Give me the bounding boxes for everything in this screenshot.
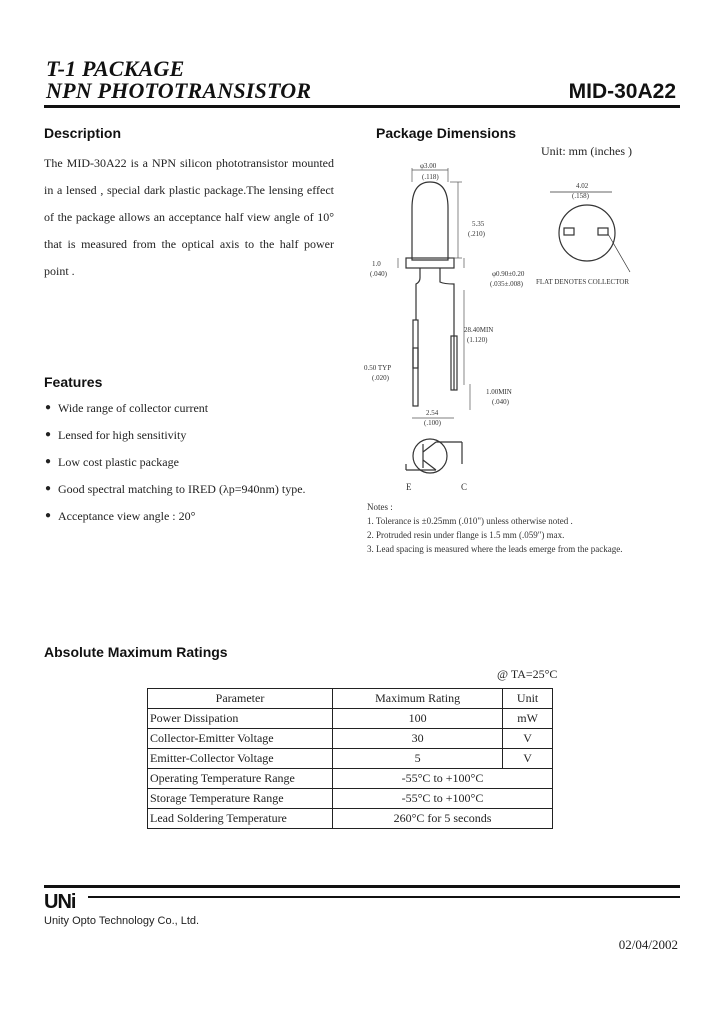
table-cell: -55°C to +100°C bbox=[333, 789, 553, 809]
table-cell: 100 bbox=[333, 709, 503, 729]
dim-lead-min-in: (.040) bbox=[492, 398, 509, 406]
note-1: 1. Tolerance is ±0.25mm (.010") unless otherwise noted . bbox=[367, 516, 573, 526]
dim-top-dia-in: (.158) bbox=[572, 192, 589, 200]
dim-flange: 1.0 bbox=[372, 260, 381, 268]
table-cell: 5 bbox=[333, 749, 503, 769]
unit-label: Unit: mm (inches ) bbox=[541, 144, 632, 158]
notes bbox=[367, 500, 622, 556]
lens-body bbox=[406, 182, 454, 268]
footer-rule-top bbox=[44, 885, 680, 888]
description-heading: Description bbox=[44, 125, 122, 141]
table-row bbox=[148, 809, 553, 829]
dim-lead-sp: 2.54 bbox=[426, 409, 439, 417]
top-view bbox=[550, 192, 630, 272]
bullet-icon: ● bbox=[45, 429, 52, 440]
company-name: Unity Opto Technology Co., Ltd. bbox=[44, 915, 200, 927]
list-item: ● Acceptance view angle : 20° bbox=[44, 506, 306, 533]
dim-body-height-in: (.210) bbox=[468, 230, 485, 238]
column-header: Maximum Rating bbox=[333, 689, 503, 709]
table-cell: V bbox=[503, 729, 553, 749]
table-cell: -55°C to +100°C bbox=[333, 769, 553, 789]
dimension-lines bbox=[398, 168, 470, 418]
table-cell: Storage Temperature Range bbox=[148, 789, 333, 809]
bullet-icon: ● bbox=[45, 456, 52, 467]
table-row bbox=[148, 769, 553, 789]
dim-lens-dia-in: (.118) bbox=[422, 173, 439, 181]
package-dimensions-heading: Package Dimensions bbox=[376, 125, 517, 141]
phototransistor-symbol bbox=[406, 439, 462, 473]
note-2: 2. Protruded resin under flange is 1.5 mm (.059") max. bbox=[367, 530, 565, 540]
leads bbox=[413, 268, 457, 406]
ratings-condition: @ TA=25°C bbox=[497, 667, 558, 681]
bullet-icon: ● bbox=[45, 402, 52, 413]
column-header: Parameter bbox=[148, 689, 333, 709]
dim-flange-in: (.040) bbox=[370, 270, 387, 278]
table-row bbox=[148, 709, 553, 729]
table-cell: mW bbox=[503, 709, 553, 729]
pin-e-label: E bbox=[406, 482, 412, 492]
dim-lead-sp-in: (.100) bbox=[424, 419, 441, 427]
dim-lead-w: 0.50 TYP bbox=[364, 364, 392, 372]
title-line-1: T-1 PACKAGE bbox=[46, 56, 185, 81]
table-row bbox=[148, 749, 553, 769]
flat-collector-label: FLAT DENOTES COLLECTOR bbox=[536, 278, 630, 286]
table-row bbox=[148, 789, 553, 809]
table-cell: Operating Temperature Range bbox=[148, 769, 333, 789]
table-cell: Power Dissipation bbox=[148, 709, 333, 729]
description-text: The MID-30A22 is a NPN silicon phototransistor mounted in a lensed , special dark plastic package.The lensing effect of the package allows an acceptance half view angle of 10° that is measured from the optical axis to the half power point . bbox=[44, 156, 334, 278]
dim-top-dia: 4.02 bbox=[576, 182, 589, 190]
features-heading: Features bbox=[44, 374, 103, 390]
dim-body-height: 5.35 bbox=[472, 220, 485, 228]
list-item: ● Low cost plastic package bbox=[44, 452, 306, 479]
dim-lead-min: 1.00MIN bbox=[486, 388, 512, 396]
table-cell: Collector-Emitter Voltage bbox=[148, 729, 333, 749]
table-row bbox=[148, 729, 553, 749]
table-cell: Emitter-Collector Voltage bbox=[148, 749, 333, 769]
bullet-icon: ● bbox=[45, 483, 52, 494]
company-logo: UNi bbox=[44, 891, 76, 913]
list-item: ● Good spectral matching to IRED (λp=940nm) type. bbox=[44, 479, 306, 506]
table-cell: Lead Soldering Temperature bbox=[148, 809, 333, 829]
table-header-row bbox=[148, 689, 553, 709]
ratings-table bbox=[147, 688, 553, 829]
ratings-heading: Absolute Maximum Ratings bbox=[44, 644, 228, 660]
dim-lead-w-in: (.020) bbox=[372, 374, 389, 382]
document-date: 02/04/2002 bbox=[618, 937, 678, 952]
header-rule bbox=[44, 105, 680, 108]
pin-c-label: C bbox=[461, 482, 468, 492]
features-list bbox=[44, 398, 306, 533]
footer-rule-bottom bbox=[88, 896, 680, 898]
dim-lead-len: 28.40MIN bbox=[464, 326, 494, 334]
column-header: Unit bbox=[503, 689, 553, 709]
dim-flange-w: φ0.90±0.20 bbox=[492, 270, 525, 278]
list-item: ● Wide range of collector current bbox=[44, 398, 306, 425]
dim-flange-w-in: (.035±.008) bbox=[490, 280, 524, 288]
table-cell: 30 bbox=[333, 729, 503, 749]
bullet-icon: ● bbox=[45, 510, 52, 521]
dim-lens-dia: φ3.00 bbox=[420, 162, 437, 170]
notes-title: Notes : bbox=[367, 502, 393, 512]
list-item: ● Lensed for high sensitivity bbox=[44, 425, 306, 452]
title-line-2: NPN PHOTOTRANSISTOR bbox=[46, 78, 312, 103]
note-3: 3. Lead spacing is measured where the leads emerge from the package. bbox=[367, 544, 623, 554]
package-drawing bbox=[340, 160, 650, 500]
part-number: MID-30A22 bbox=[568, 80, 676, 103]
table-cell: 260°C for 5 seconds bbox=[333, 809, 553, 829]
table-cell: V bbox=[503, 749, 553, 769]
dim-lead-len-in: (1.120) bbox=[467, 336, 488, 344]
